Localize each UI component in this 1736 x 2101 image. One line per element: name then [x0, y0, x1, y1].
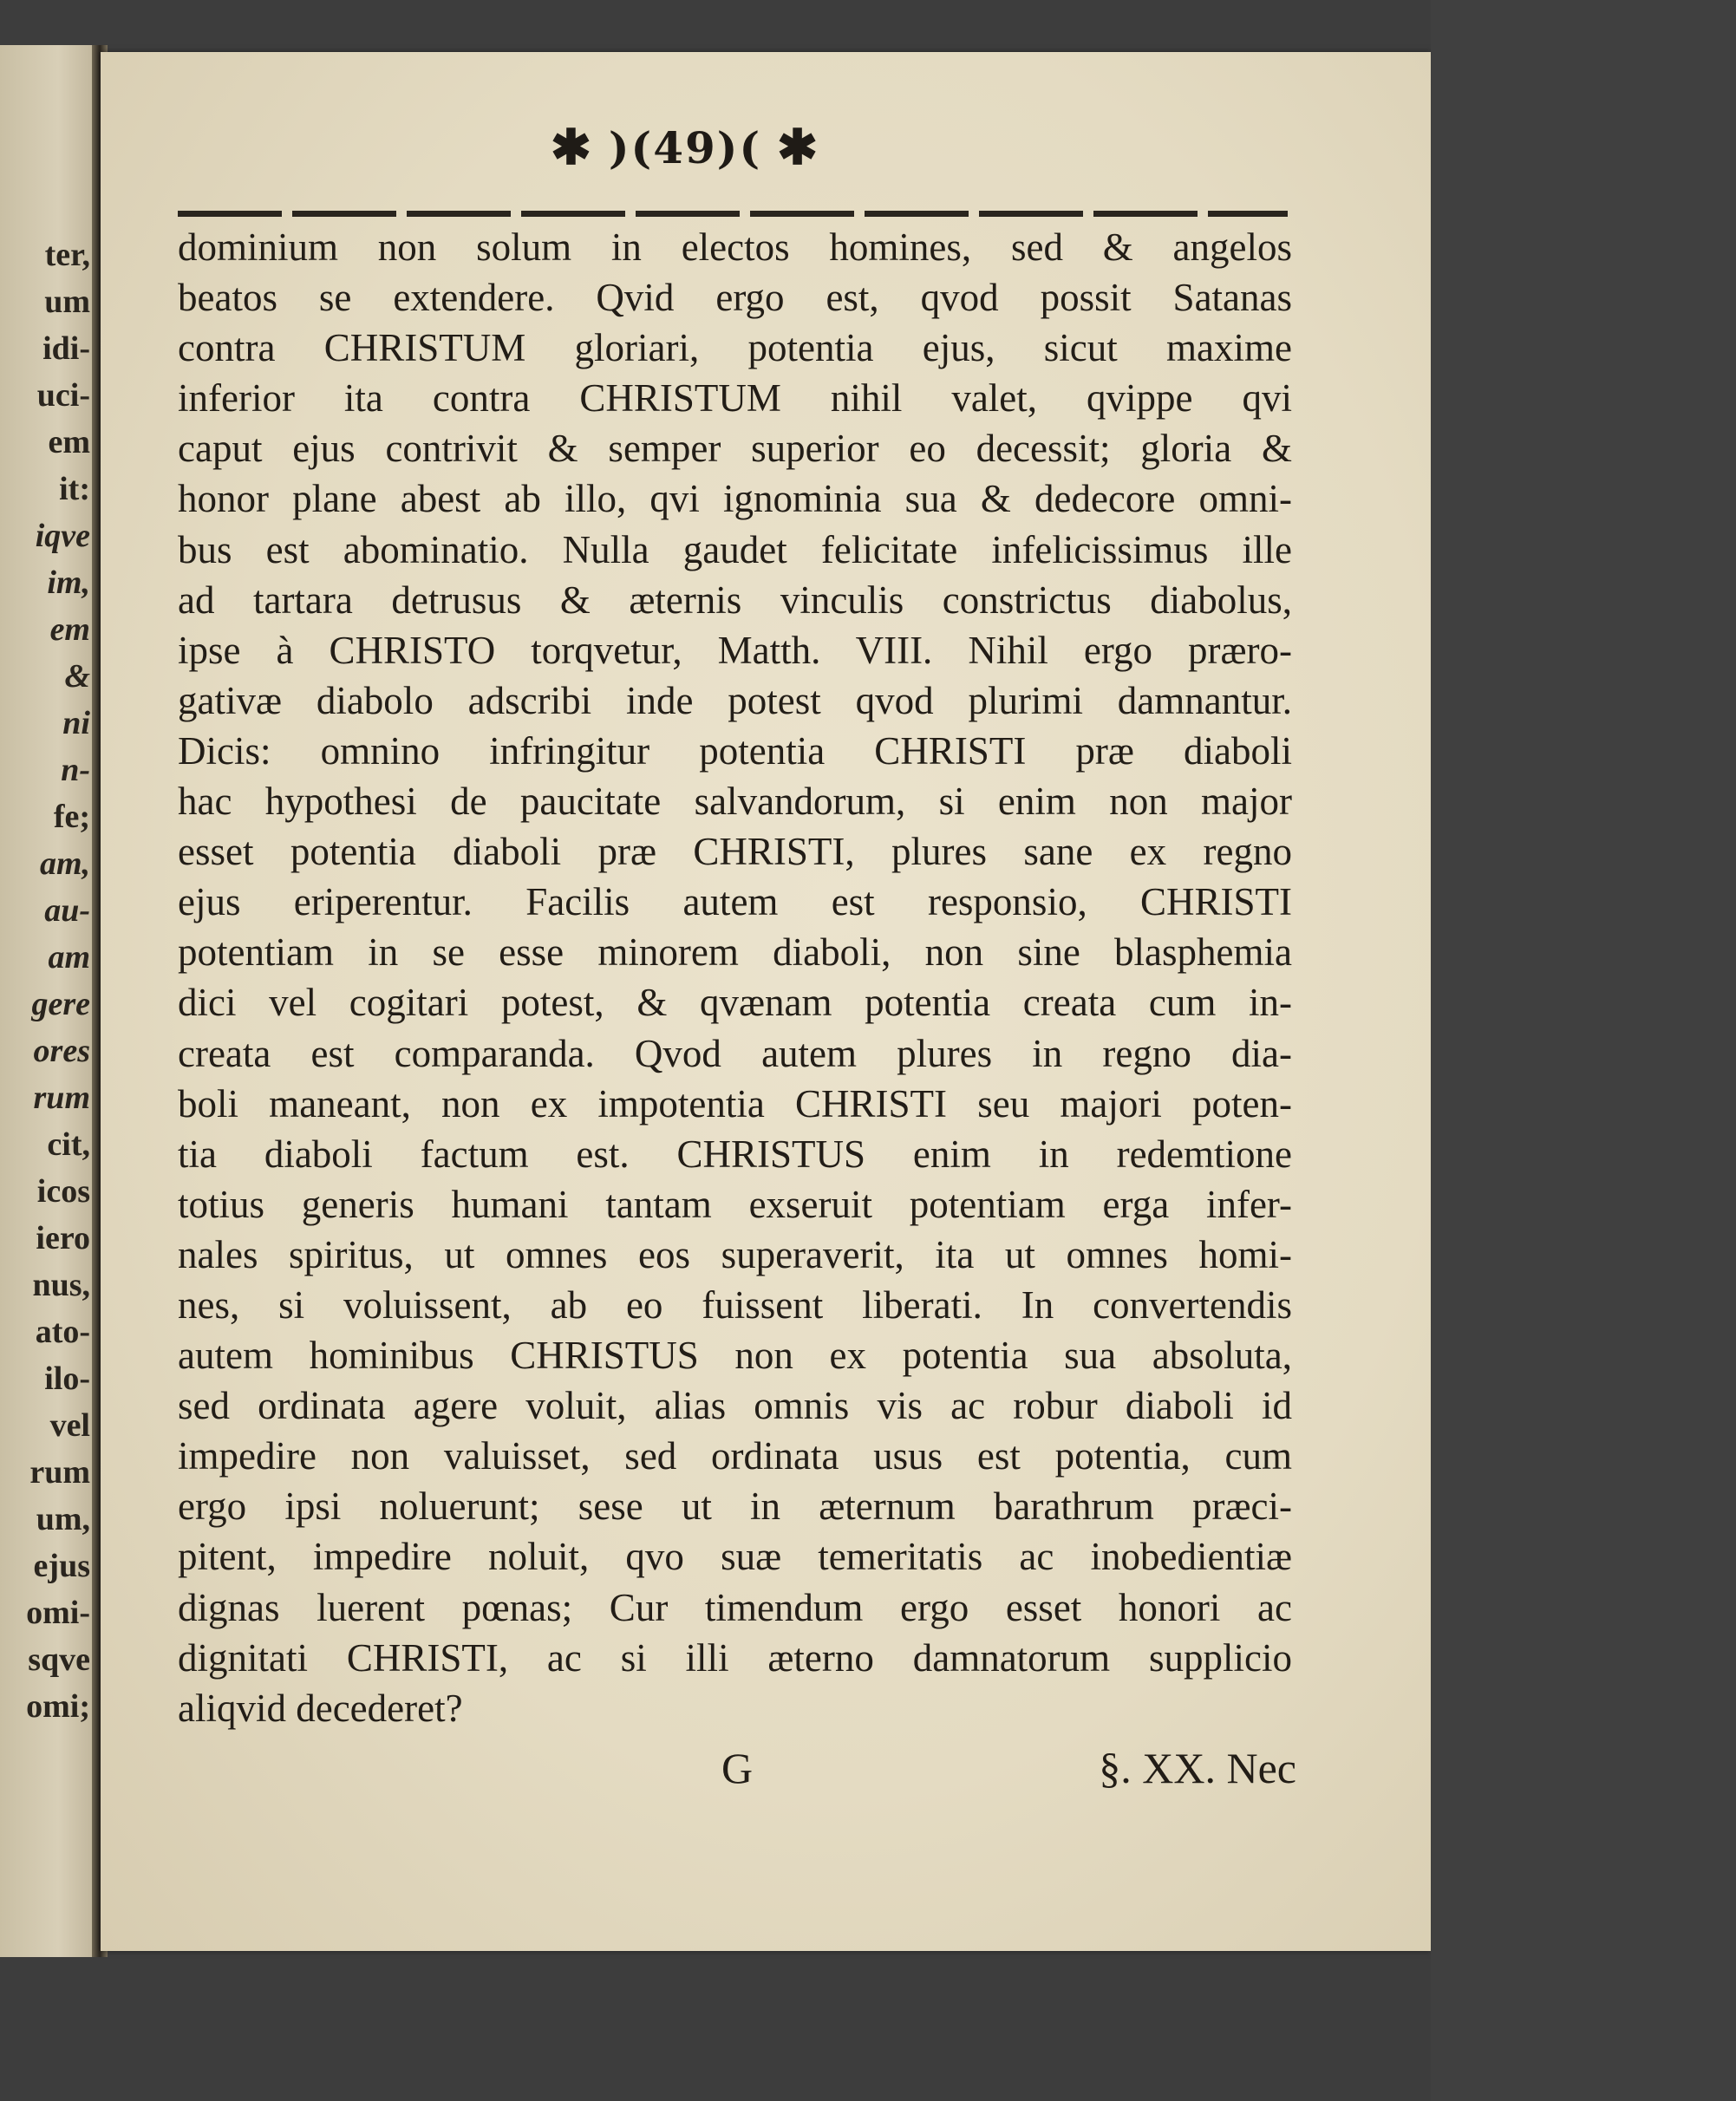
text-line: caput ejus contrivit & semper superior eo decessit; gloria & [178, 427, 1292, 471]
left-page-fragment: vel [49, 1407, 90, 1444]
text-line: nes, si voluissent, ab eo fuissent liberati. In convertendis [178, 1282, 1292, 1327]
ornament-left-icon: ✱ [550, 119, 593, 176]
text-line: pitent, impedire noluit, qvo suæ temeritatis ac inobedientiæ [178, 1535, 1292, 1579]
body-text [178, 222, 1292, 1733]
text-line: dominium non solum in electos homines, sed & angelos [178, 225, 1292, 269]
text-line: honor plane abest ab illo, qvi ignominia sua & dedecore omni- [178, 477, 1292, 521]
text-line: ejus eriperentur. Facilis autem est responsio, CHRISTI [178, 880, 1292, 924]
left-page-fragment: ter, [44, 237, 90, 273]
left-page-fragment: um, [36, 1501, 90, 1537]
left-page-fragment: rum [33, 1080, 90, 1116]
left-page-fragment: it: [59, 471, 90, 507]
text-line: dignitati CHRISTI, ac si illi æterno damnatorum supplicio [178, 1635, 1292, 1680]
text-line: totius generis humani tantam exseruit potentiam erga infer- [178, 1182, 1292, 1226]
signature-mark: G [721, 1744, 754, 1792]
text-line: bus est abominatio. Nulla gaudet felicitate infelicissimus ille [178, 527, 1292, 571]
left-page-fragment: n- [61, 752, 90, 788]
left-facing-page [0, 45, 97, 1957]
text-line: ergo ipsi noluerunt; sese ut in æternum barathrum præci- [178, 1484, 1292, 1529]
left-page-fragment: omi- [26, 1595, 90, 1631]
text-line: sed ordinata agere voluit, alias omnis vis ac robur diaboli id [178, 1384, 1292, 1428]
left-page-fragment: fe; [53, 799, 90, 835]
text-line: gativæ diabolo adscribi inde potest qvod plurimi damnantur. [178, 678, 1292, 722]
left-page-fragment: ato- [35, 1314, 90, 1350]
text-line: aliqvid decederet? [178, 1686, 463, 1730]
text-line: inferior ita contra CHRISTUM nihil valet, qvippe qvi [178, 376, 1292, 421]
left-page-fragment: am, [39, 845, 90, 882]
text-line: hac hypothesi de paucitate salvandorum, si enim non major [178, 780, 1292, 824]
left-page-fragment: gere [31, 986, 90, 1022]
text-line: Dicis: omnino infringitur potentia CHRISTI præ diaboli [178, 728, 1292, 773]
left-page-fragment: iero [36, 1220, 90, 1256]
catchword: §. XX. Nec [1099, 1744, 1296, 1792]
text-line: esset potentia diaboli præ CHRISTI, plures sane ex regno [178, 830, 1292, 874]
text-line: dignas luerent pœnas; Cur timendum ergo esset honori ac [178, 1585, 1292, 1629]
text-line: ad tartara detrusus & æternis vinculis constrictus diabolus, [178, 577, 1292, 622]
left-page-fragment: omi; [26, 1688, 90, 1725]
text-line: dici vel cogitari potest, & qvænam potentia creata cum in- [178, 981, 1292, 1025]
left-page-text [0, 232, 97, 1730]
left-page-fragment: au- [44, 892, 90, 929]
text-line: impedire non valuisset, sed ordinata usus est potentia, cum [178, 1434, 1292, 1478]
text-line: contra CHRISTUM gloriari, potentia ejus, sicut maxime [178, 326, 1292, 370]
left-page-fragment: cit, [47, 1126, 90, 1163]
left-page-fragment: uci- [36, 377, 90, 414]
left-page-fragment: iqve [35, 518, 90, 554]
ornament-right-icon: ✱ [777, 119, 820, 176]
left-page-fragment: ilo- [44, 1360, 90, 1397]
left-page-fragment: nus, [32, 1267, 90, 1303]
text-line: tia diaboli factum est. CHRISTUS enim in redemtione [178, 1132, 1292, 1176]
left-page-fragment: rum [29, 1454, 90, 1491]
left-page-fragment: ejus [33, 1548, 90, 1584]
page-footer [178, 1743, 1296, 1812]
left-page-fragment: sqve [28, 1641, 90, 1678]
left-page-fragment: icos [36, 1173, 90, 1210]
text-line: autem hominibus CHRISTUS non ex potentia sua absoluta, [178, 1334, 1292, 1378]
left-page-fragment: ores [33, 1033, 90, 1069]
left-page-fragment: um [44, 284, 90, 320]
text-line: boli maneant, non ex impotentia CHRISTI seu majori poten- [178, 1081, 1292, 1126]
text-line: ipse à CHRISTO torqvetur, Matth. VIII. Nihil ergo præro- [178, 628, 1292, 672]
left-page-fragment: ni [62, 705, 90, 741]
left-page-fragment: em [48, 424, 90, 460]
left-page-fragment: am [48, 939, 90, 975]
text-line: beatos se extendere. Qvid ergo est, qvod possit Satanas [178, 276, 1292, 320]
left-page-fragment: idi- [42, 330, 90, 367]
text-line: nales spiritus, ut omnes eos superaverit, ita ut omnes homi- [178, 1232, 1292, 1276]
left-page-fragment: em [49, 611, 90, 648]
header-rule [178, 211, 1288, 217]
page-header [468, 113, 902, 182]
text-line: creata est comparanda. Qvod autem plures in regno dia- [178, 1031, 1292, 1075]
left-page-fragment: & [64, 658, 90, 695]
text-line: potentiam in se esse minorem diaboli, non sine blasphemia [178, 930, 1292, 975]
left-page-fragment: im, [47, 564, 90, 601]
background-margin [1431, 0, 1736, 2101]
page-number: )(49)( [608, 121, 762, 173]
